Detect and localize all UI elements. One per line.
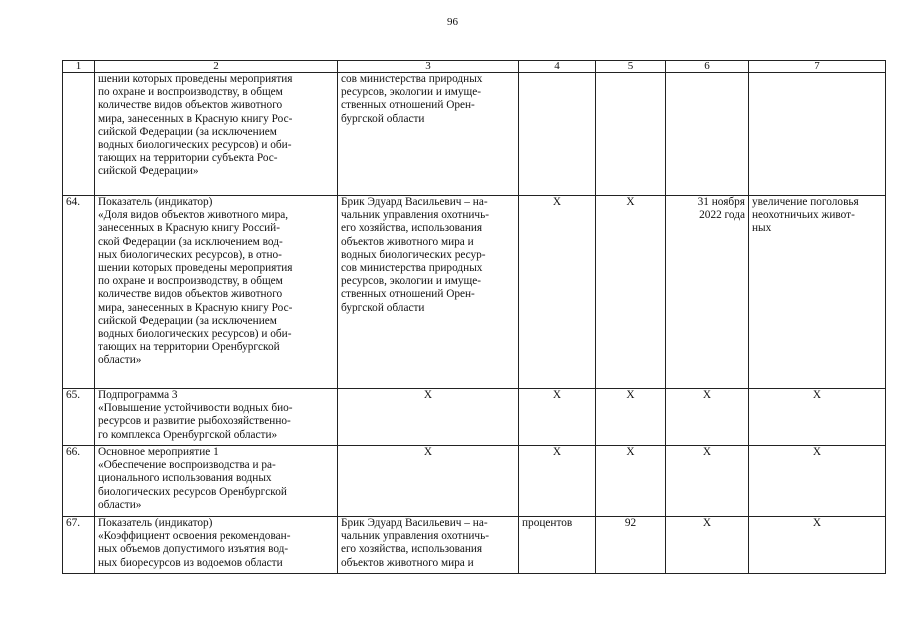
page-number: 96 xyxy=(447,16,458,28)
header-row xyxy=(63,61,886,73)
table-row xyxy=(63,73,886,196)
row-number: 67. xyxy=(63,517,95,574)
row-number: 65. xyxy=(63,389,95,446)
column-header: 3 xyxy=(338,61,519,73)
row-col6: X xyxy=(666,446,749,517)
table-row xyxy=(63,517,886,574)
row-col7: X xyxy=(749,517,886,574)
row-col5 xyxy=(596,73,666,196)
row-name: Подпрограмма 3 «Повышение устойчивости водных био- ресурсов и развитие рыбохозяйственно- го комплекса Оренбургской области» xyxy=(95,389,338,446)
table-row xyxy=(63,196,886,389)
row-responsible: X xyxy=(338,389,519,446)
row-col7: X xyxy=(749,389,886,446)
row-name: Основное мероприятие 1 «Обеспечение воспроизводства и ра- ционального использования водных биологических ресурсов Оренбургской области» xyxy=(95,446,338,517)
row-name: Показатель (индикатор) «Доля видов объектов животного мира, занесенных в Красную книгу Россий- ской Федерации (за исключением вод- ных биологических ресурсов), в отно- шении которых проведены мероприятия по охране и воспроизводству, в общем количестве видов объектов животного мира, занесенных в Красную книгу Рос- сийской Федерации (за исключением водных биологических ресурсов) и оби- тающих на территории Оренбургской области» xyxy=(95,196,338,389)
table-row xyxy=(63,446,886,517)
row-number: 66. xyxy=(63,446,95,517)
row-col7: X xyxy=(749,446,886,517)
row-responsible: Брик Эдуард Васильевич – на- чальник управления охотничь- его хозяйства, использования объектов животного мира и xyxy=(338,517,519,574)
row-col7: увеличение поголовья неохотничьих живот- ных xyxy=(749,196,886,389)
row-col5: X xyxy=(596,196,666,389)
row-col5: X xyxy=(596,389,666,446)
row-col4: X xyxy=(519,446,596,517)
column-header: 7 xyxy=(749,61,886,73)
column-header: 6 xyxy=(666,61,749,73)
row-col6: 31 ноября 2022 года xyxy=(666,196,749,389)
column-header: 4 xyxy=(519,61,596,73)
row-col4: X xyxy=(519,389,596,446)
row-col4: процентов xyxy=(519,517,596,574)
column-header: 2 xyxy=(95,61,338,73)
row-col7 xyxy=(749,73,886,196)
row-col6 xyxy=(666,73,749,196)
row-number: 64. xyxy=(63,196,95,389)
row-responsible: X xyxy=(338,446,519,517)
row-number xyxy=(63,73,95,196)
row-responsible: сов министерства природных ресурсов, экологии и имуще- ственных отношений Орен- бургской области xyxy=(338,73,519,196)
row-name: шении которых проведены мероприятия по охране и воспроизводству, в общем количестве видов объектов животного мира, занесенных в Красную книгу Рос- сийской Федерации (за исключением водных биологических ресурсов) и оби- тающих на территории субъекта Рос- сийской Федерации» xyxy=(95,73,338,196)
row-responsible: Брик Эдуард Васильевич – на- чальник управления охотничь- его хозяйства, использования объектов животного мира и водных биологических ресур- сов министерства природных ресурсов, экологии и имуще- ственных отношений Орен- бургской области xyxy=(338,196,519,389)
column-header: 1 xyxy=(63,61,95,73)
row-col6: X xyxy=(666,389,749,446)
row-col6: X xyxy=(666,517,749,574)
table-row xyxy=(63,389,886,446)
row-col4: X xyxy=(519,196,596,389)
row-col5: 92 xyxy=(596,517,666,574)
row-col4 xyxy=(519,73,596,196)
document-table xyxy=(62,60,886,574)
column-header: 5 xyxy=(596,61,666,73)
row-col5: X xyxy=(596,446,666,517)
row-name: Показатель (индикатор) «Коэффициент освоения рекомендован- ных объемов допустимого изъятия вод- ных биоресурсов из водоемов области xyxy=(95,517,338,574)
